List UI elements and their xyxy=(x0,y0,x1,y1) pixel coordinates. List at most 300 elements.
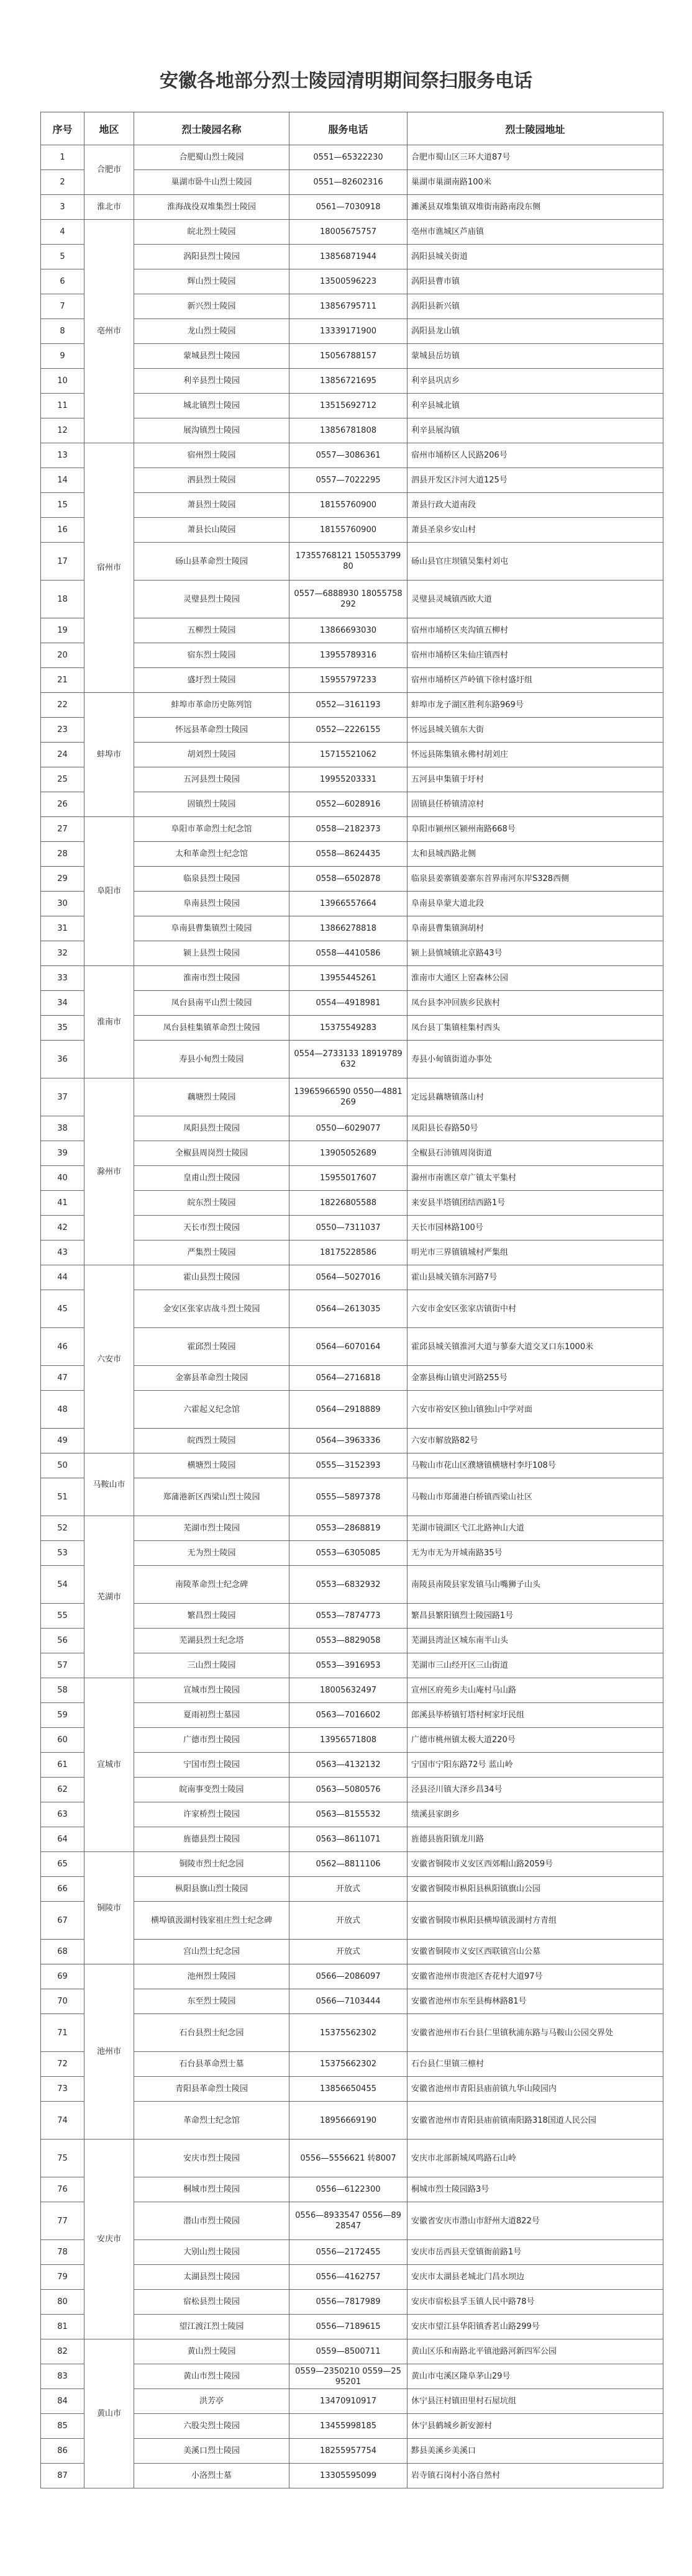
table-row xyxy=(41,718,663,743)
header-region: 地区 xyxy=(84,112,134,145)
table-row xyxy=(41,145,663,170)
row-address: 马鞍山市花山区濮塘镇横塘村李圩108号 xyxy=(407,1453,663,1478)
table-row xyxy=(41,2290,663,2315)
row-number: 73 xyxy=(41,2077,84,2102)
row-number: 50 xyxy=(41,1453,84,1478)
row-address: 桐城市烈士陵园路3号 xyxy=(407,2177,663,2202)
row-number: 41 xyxy=(41,1191,84,1216)
row-number: 19 xyxy=(41,618,84,643)
row-cemetery-name: 天长市烈士陵园 xyxy=(134,1216,289,1241)
row-cemetery-name: 青阳县革命烈士陵园 xyxy=(134,2077,289,2102)
table-row xyxy=(41,1290,663,1328)
row-number: 54 xyxy=(41,1566,84,1604)
row-cemetery-name: 无为烈士陵园 xyxy=(134,1541,289,1566)
row-phone: 15955017607 xyxy=(289,1166,407,1191)
row-address: 泾县泾川镇大泽乡昌34号 xyxy=(407,1778,663,1802)
row-cemetery-name: 皖东烈士陵园 xyxy=(134,1191,289,1216)
row-number: 9 xyxy=(41,344,84,369)
row-address: 凤阳县长春路50号 xyxy=(407,1116,663,1141)
row-address: 黄山区乐和南路北平镇池路河新四军公园 xyxy=(407,2339,663,2364)
row-cemetery-name: 严集烈士陵园 xyxy=(134,1241,289,1265)
row-number: 35 xyxy=(41,1016,84,1041)
row-cemetery-name: 阜阳市革命烈士纪念馆 xyxy=(134,817,289,842)
row-address: 巢湖市巢湖南路100米 xyxy=(407,170,663,195)
row-address: 蒙城县岳坊镇 xyxy=(407,344,663,369)
row-phone: 13500596223 xyxy=(289,269,407,294)
row-number: 4 xyxy=(41,220,84,245)
row-phone: 0563—8611071 xyxy=(289,1827,407,1852)
table-row xyxy=(41,2439,663,2464)
row-cemetery-name: 淮南市烈士陵园 xyxy=(134,966,289,991)
row-cemetery-name: 宫山烈士纪念园 xyxy=(134,1940,289,1964)
row-number: 63 xyxy=(41,1802,84,1827)
table-row xyxy=(41,2102,663,2140)
row-address: 六安市金安区张家店镇街中村 xyxy=(407,1290,663,1328)
row-address: 安徽省池州市石台县仁里镇秋浦东路与马鞍山公园交界处 xyxy=(407,2014,663,2052)
row-number: 12 xyxy=(41,418,84,443)
row-phone: 0557—7022295 xyxy=(289,468,407,493)
row-phone: 0564—5027016 xyxy=(289,1265,407,1290)
row-phone: 15715521062 xyxy=(289,743,407,767)
row-phone: 13856871944 xyxy=(289,245,407,269)
row-phone: 0556—7817989 xyxy=(289,2290,407,2315)
row-cemetery-name: 广德市烈士陵园 xyxy=(134,1728,289,1753)
row-cemetery-name: 美溪口烈士陵园 xyxy=(134,2439,289,2464)
row-cemetery-name: 枞阳县旗山烈士陵园 xyxy=(134,1877,289,1902)
table-row xyxy=(41,581,663,618)
row-phone: 0558—8624435 xyxy=(289,842,407,867)
row-cemetery-name: 展沟镇烈士陵园 xyxy=(134,418,289,443)
row-region: 安庆市 xyxy=(84,2140,134,2339)
row-phone: 13455998185 xyxy=(289,2414,407,2439)
table-row xyxy=(41,1166,663,1191)
row-address: 霍邱县城关镇淮河大道与蓼泰大道交叉口东1000米 xyxy=(407,1328,663,1366)
row-address: 全椒县石沛镇周岗街道 xyxy=(407,1141,663,1166)
row-address: 宿州市埇桥区芦岭镇下徐村盛圩组 xyxy=(407,668,663,693)
row-address: 芜湖市三山经开区三山街道 xyxy=(407,1653,663,1678)
row-number: 17 xyxy=(41,543,84,581)
row-address: 岩寺镇石岗村小洛自然村 xyxy=(407,2464,663,2488)
row-number: 56 xyxy=(41,1629,84,1653)
row-number: 67 xyxy=(41,1902,84,1940)
row-number: 1 xyxy=(41,145,84,170)
row-number: 85 xyxy=(41,2414,84,2439)
table-row xyxy=(41,1877,663,1902)
table-row xyxy=(41,643,663,668)
row-cemetery-name: 新兴烈士陵园 xyxy=(134,294,289,319)
row-phone: 0553—6832932 xyxy=(289,1566,407,1604)
table-row xyxy=(41,1078,663,1116)
row-region: 池州市 xyxy=(84,1964,134,2140)
row-cemetery-name: 怀远县革命烈士陵园 xyxy=(134,718,289,743)
row-cemetery-name: 利辛县烈士陵园 xyxy=(134,369,289,394)
row-phone: 0556—6122300 xyxy=(289,2177,407,2202)
row-phone: 0566—7103444 xyxy=(289,1989,407,2014)
row-number: 65 xyxy=(41,1852,84,1877)
row-number: 25 xyxy=(41,767,84,792)
table-row xyxy=(41,2339,663,2364)
table-row xyxy=(41,518,663,543)
row-address: 利辛县巩店乡 xyxy=(407,369,663,394)
row-cemetery-name: 霍邱烈士陵园 xyxy=(134,1328,289,1366)
row-address: 旌德县旌阳镇龙川路 xyxy=(407,1827,663,1852)
row-number: 60 xyxy=(41,1728,84,1753)
row-number: 71 xyxy=(41,2014,84,2052)
row-address: 安徽省池州市贵池区杏花村大道97号 xyxy=(407,1964,663,1989)
row-address: 灵璧县灵城镇西欧大道 xyxy=(407,581,663,618)
row-cemetery-name: 泗县烈士陵园 xyxy=(134,468,289,493)
row-phone: 13339171900 xyxy=(289,319,407,344)
row-address: 利辛县城北镇 xyxy=(407,394,663,418)
row-address: 安庆市望江县华阳镇香茗山路299号 xyxy=(407,2315,663,2339)
row-phone: 13966557664 xyxy=(289,892,407,916)
row-number: 46 xyxy=(41,1328,84,1366)
row-phone: 0554—2733133 18919789632 xyxy=(289,1041,407,1078)
row-phone: 0551—82602316 xyxy=(289,170,407,195)
table-row xyxy=(41,1116,663,1141)
table-body xyxy=(41,145,663,2488)
row-address: 定远县藕塘镇落山村 xyxy=(407,1078,663,1116)
row-cemetery-name: 皇甫山烈士陵园 xyxy=(134,1166,289,1191)
table-row xyxy=(41,369,663,394)
row-number: 23 xyxy=(41,718,84,743)
row-cemetery-name: 桐城市烈士陵园 xyxy=(134,2177,289,2202)
row-address: 阜阳市颍州区颍州南路668号 xyxy=(407,817,663,842)
row-cemetery-name: 南陵革命烈士纪念碑 xyxy=(134,1566,289,1604)
row-address: 安徽省铜陵市义安区西联镇宫山公墓 xyxy=(407,1940,663,1964)
row-number: 11 xyxy=(41,394,84,418)
row-phone: 18155760900 xyxy=(289,518,407,543)
row-address: 固镇县任桥镇清凉村 xyxy=(407,792,663,817)
row-cemetery-name: 黄山烈士陵园 xyxy=(134,2339,289,2364)
row-number: 20 xyxy=(41,643,84,668)
row-address: 宿州市埇桥区人民路206号 xyxy=(407,443,663,468)
table-row xyxy=(41,344,663,369)
row-cemetery-name: 五柳烈士陵园 xyxy=(134,618,289,643)
row-phone: 15375562302 xyxy=(289,2014,407,2052)
table-row xyxy=(41,668,663,693)
row-phone: 0562—8811106 xyxy=(289,1852,407,1877)
row-address: 凤台县李冲回族乡民族村 xyxy=(407,991,663,1016)
row-number: 87 xyxy=(41,2464,84,2488)
table-row xyxy=(41,1191,663,1216)
row-address: 明光市三界镇镇城村严集组 xyxy=(407,1241,663,1265)
table-row xyxy=(41,319,663,344)
row-phone: 13956571808 xyxy=(289,1728,407,1753)
row-number: 8 xyxy=(41,319,84,344)
table-row xyxy=(41,792,663,817)
row-number: 77 xyxy=(41,2202,84,2240)
row-region: 淮南市 xyxy=(84,966,134,1078)
table-row xyxy=(41,195,663,220)
row-cemetery-name: 阜南县曹集镇烈士陵园 xyxy=(134,916,289,941)
table-row xyxy=(41,394,663,418)
row-number: 80 xyxy=(41,2290,84,2315)
row-phone: 18956669190 xyxy=(289,2102,407,2140)
row-phone: 0556—5556621 转8007 xyxy=(289,2140,407,2177)
cemetery-table xyxy=(40,112,663,2488)
row-cemetery-name: 凤台县桂集镇革命烈士陵园 xyxy=(134,1016,289,1041)
row-address: 寿县小甸镇街道办事处 xyxy=(407,1041,663,1078)
row-cemetery-name: 太和革命烈士纪念馆 xyxy=(134,842,289,867)
row-address: 凤台县丁集镇桂集村西头 xyxy=(407,1016,663,1041)
row-cemetery-name: 洪芳亭 xyxy=(134,2389,289,2414)
table-row xyxy=(41,1678,663,1703)
row-cemetery-name: 金寨县革命烈士陵园 xyxy=(134,1366,289,1391)
row-cemetery-name: 小洛烈士墓 xyxy=(134,2464,289,2488)
row-cemetery-name: 六霍起义纪念馆 xyxy=(134,1391,289,1429)
row-region: 宣城市 xyxy=(84,1678,134,1852)
row-cemetery-name: 萧县烈士陵园 xyxy=(134,493,289,518)
table-row xyxy=(41,1902,663,1940)
row-address: 涡阳县龙山镇 xyxy=(407,319,663,344)
table-row xyxy=(41,1566,663,1604)
row-phone: 0557—3086361 xyxy=(289,443,407,468)
row-number: 57 xyxy=(41,1653,84,1678)
table-row xyxy=(41,2014,663,2052)
row-address: 太和县城西路北侧 xyxy=(407,842,663,867)
row-address: 休宁县鹤城乡新安源村 xyxy=(407,2414,663,2439)
table-row xyxy=(41,2240,663,2265)
header-phone: 服务电话 xyxy=(289,112,407,145)
row-number: 78 xyxy=(41,2240,84,2265)
table-row xyxy=(41,1541,663,1566)
row-address: 合肥市蜀山区三环大道87号 xyxy=(407,145,663,170)
row-number: 40 xyxy=(41,1166,84,1191)
row-number: 16 xyxy=(41,518,84,543)
row-address: 涡阳县新兴镇 xyxy=(407,294,663,319)
table-row xyxy=(41,1629,663,1653)
row-cemetery-name: 大别山烈士陵园 xyxy=(134,2240,289,2265)
row-address: 亳州市谯城区芦庙镇 xyxy=(407,220,663,245)
row-address: 安庆市岳西县天堂镇衙前路1号 xyxy=(407,2240,663,2265)
row-number: 74 xyxy=(41,2102,84,2140)
row-address: 宣州区府苑乡夫山庵村马山路 xyxy=(407,1678,663,1703)
row-address: 来安县半塔镇团结西路1号 xyxy=(407,1191,663,1216)
row-cemetery-name: 藕塘烈士陵园 xyxy=(134,1078,289,1116)
table-row xyxy=(41,1516,663,1541)
row-phone: 0556—8933547 0556—8928547 xyxy=(289,2202,407,2240)
row-address: 濉溪县双堆集镇双堆街南路南段东侧 xyxy=(407,195,663,220)
row-phone: 18005632497 xyxy=(289,1678,407,1703)
row-address: 石台县仁里镇三檩村 xyxy=(407,2052,663,2077)
table-row xyxy=(41,2052,663,2077)
row-phone: 0550—7311037 xyxy=(289,1216,407,1241)
row-cemetery-name: 辉山烈士陵园 xyxy=(134,269,289,294)
row-cemetery-name: 皖南事变烈士陵园 xyxy=(134,1778,289,1802)
row-cemetery-name: 金安区张家店战斗烈士陵园 xyxy=(134,1290,289,1328)
row-address: 无为市无为开城南路35号 xyxy=(407,1541,663,1566)
row-phone: 开放式 xyxy=(289,1902,407,1940)
row-region: 宿州市 xyxy=(84,443,134,693)
row-address: 颍上县慎城镇北京路43号 xyxy=(407,941,663,966)
row-number: 64 xyxy=(41,1827,84,1852)
row-number: 30 xyxy=(41,892,84,916)
row-cemetery-name: 潜山市烈士陵园 xyxy=(134,2202,289,2240)
row-cemetery-name: 淮海战役双堆集烈士陵园 xyxy=(134,195,289,220)
row-cemetery-name: 革命烈士纪念馆 xyxy=(134,2102,289,2140)
table-row xyxy=(41,1241,663,1265)
row-phone: 13965966590 0550—4881269 xyxy=(289,1078,407,1116)
row-number: 34 xyxy=(41,991,84,1016)
table-row xyxy=(41,767,663,792)
row-phone: 13866278818 xyxy=(289,916,407,941)
row-number: 83 xyxy=(41,2364,84,2389)
table-row xyxy=(41,1216,663,1241)
table-row xyxy=(41,2315,663,2339)
row-address: 阜南县阜蒙大道北段 xyxy=(407,892,663,916)
row-address: 安徽省池州市青阳县庙前镇九华山陵园内 xyxy=(407,2077,663,2102)
row-phone: 0552—3161193 xyxy=(289,693,407,718)
row-number: 51 xyxy=(41,1478,84,1516)
table-row xyxy=(41,693,663,718)
row-address: 安徽省铜陵市义安区西郊帽山路2059号 xyxy=(407,1852,663,1877)
row-number: 10 xyxy=(41,369,84,394)
row-phone: 13856795711 xyxy=(289,294,407,319)
row-number: 26 xyxy=(41,792,84,817)
row-number: 79 xyxy=(41,2265,84,2290)
table-row xyxy=(41,1478,663,1516)
row-phone: 0563—4132132 xyxy=(289,1753,407,1778)
row-phone: 0552—6028916 xyxy=(289,792,407,817)
row-region: 合肥市 xyxy=(84,145,134,195)
row-phone: 0564—2918889 xyxy=(289,1391,407,1429)
row-cemetery-name: 旌德县烈士陵园 xyxy=(134,1827,289,1852)
table-row xyxy=(41,1728,663,1753)
row-number: 7 xyxy=(41,294,84,319)
table-row xyxy=(41,294,663,319)
table-row xyxy=(41,991,663,1016)
row-phone: 开放式 xyxy=(289,1940,407,1964)
row-address: 安庆市宿松县孚玉镇人民中路78号 xyxy=(407,2290,663,2315)
row-phone: 0553—8829058 xyxy=(289,1629,407,1653)
row-phone: 13856650455 xyxy=(289,2077,407,2102)
row-number: 75 xyxy=(41,2140,84,2177)
row-address: 金寨县梅山镇史河路255号 xyxy=(407,1366,663,1391)
row-address: 利辛县展沟镇 xyxy=(407,418,663,443)
row-address: 广德市桃州镇太极大道220号 xyxy=(407,1728,663,1753)
row-number: 45 xyxy=(41,1290,84,1328)
row-phone: 15375549283 xyxy=(289,1016,407,1041)
header-address: 烈士陵园地址 xyxy=(407,112,663,145)
row-phone: 13856781808 xyxy=(289,418,407,443)
row-phone: 13470910917 xyxy=(289,2389,407,2414)
table-row xyxy=(41,245,663,269)
row-number: 24 xyxy=(41,743,84,767)
row-address: 安徽省铜陵市枞阳县横埠镇汲湖村方青组 xyxy=(407,1902,663,1940)
table-row xyxy=(41,2265,663,2290)
row-number: 82 xyxy=(41,2339,84,2364)
row-address: 六安市裕安区独山镇独山中学对面 xyxy=(407,1391,663,1429)
row-number: 86 xyxy=(41,2439,84,2464)
table-row xyxy=(41,1989,663,2014)
row-address: 郎溪县毕桥镇钉塔村柯家圩民组 xyxy=(407,1703,663,1728)
row-cemetery-name: 铜陵市烈士纪念园 xyxy=(134,1852,289,1877)
row-number: 36 xyxy=(41,1041,84,1078)
row-cemetery-name: 宣城市烈士陵园 xyxy=(134,1678,289,1703)
row-cemetery-name: 盛圩烈士陵园 xyxy=(134,668,289,693)
row-cemetery-name: 萧县长山陵园 xyxy=(134,518,289,543)
row-cemetery-name: 三山烈士陵园 xyxy=(134,1653,289,1678)
table-row xyxy=(41,2389,663,2414)
table-row xyxy=(41,1753,663,1778)
row-cemetery-name: 灵璧县烈士陵园 xyxy=(134,581,289,618)
row-phone: 13856721695 xyxy=(289,369,407,394)
row-phone: 0564—2716818 xyxy=(289,1366,407,1391)
row-phone: 0553—3916953 xyxy=(289,1653,407,1678)
row-phone: 0564—3963336 xyxy=(289,1429,407,1453)
row-number: 62 xyxy=(41,1778,84,1802)
table-row xyxy=(41,941,663,966)
row-cemetery-name: 芜湖市烈士陵园 xyxy=(134,1516,289,1541)
row-number: 68 xyxy=(41,1940,84,1964)
row-region: 黄山市 xyxy=(84,2339,134,2488)
table-row xyxy=(41,2202,663,2240)
row-number: 81 xyxy=(41,2315,84,2339)
table-row xyxy=(41,2364,663,2389)
row-phone: 0561—7030918 xyxy=(289,195,407,220)
row-address: 五河县申集镇于圩村 xyxy=(407,767,663,792)
row-cemetery-name: 东至烈士陵园 xyxy=(134,1989,289,2014)
table-row xyxy=(41,1703,663,1728)
row-address: 滁州市南谯区章广镇太平集村 xyxy=(407,1166,663,1191)
row-number: 69 xyxy=(41,1964,84,1989)
row-cemetery-name: 夏雨初烈士墓园 xyxy=(134,1703,289,1728)
row-address: 萧县圣泉乡安山村 xyxy=(407,518,663,543)
row-cemetery-name: 五河县烈士陵园 xyxy=(134,767,289,792)
row-region: 亳州市 xyxy=(84,220,134,443)
row-number: 44 xyxy=(41,1265,84,1290)
row-region: 淮北市 xyxy=(84,195,134,220)
row-address: 砀山县官庄坝镇吴集村刘屯 xyxy=(407,543,663,581)
table-row xyxy=(41,1964,663,1989)
row-number: 52 xyxy=(41,1516,84,1541)
table-row xyxy=(41,842,663,867)
row-number: 5 xyxy=(41,245,84,269)
table-row xyxy=(41,1653,663,1678)
row-cemetery-name: 寿县小甸烈士陵园 xyxy=(134,1041,289,1078)
row-cemetery-name: 宁国市烈士陵园 xyxy=(134,1753,289,1778)
row-phone: 0563—8155532 xyxy=(289,1802,407,1827)
row-cemetery-name: 阜南县烈士陵园 xyxy=(134,892,289,916)
row-phone: 18005675757 xyxy=(289,220,407,245)
row-cemetery-name: 巢湖市卧牛山烈士陵园 xyxy=(134,170,289,195)
row-cemetery-name: 全椒县周岗烈士陵园 xyxy=(134,1141,289,1166)
table-row xyxy=(41,1827,663,1852)
row-cemetery-name: 皖西烈士陵园 xyxy=(134,1429,289,1453)
row-address: 安徽省池州市青阳县庙前镇南阳路318国道人民公园 xyxy=(407,2102,663,2140)
row-address: 泗县开发区汴河大道125号 xyxy=(407,468,663,493)
row-number: 53 xyxy=(41,1541,84,1566)
row-cemetery-name: 城北镇烈士陵园 xyxy=(134,394,289,418)
row-address: 涡阳县曹市镇 xyxy=(407,269,663,294)
row-number: 6 xyxy=(41,269,84,294)
table-row xyxy=(41,543,663,581)
row-cemetery-name: 龙山烈士陵园 xyxy=(134,319,289,344)
row-address: 怀远县城关镇东大街 xyxy=(407,718,663,743)
table-row xyxy=(41,892,663,916)
table-row xyxy=(41,1604,663,1629)
row-address: 安徽省铜陵市枞阳县枞阳镇旗山公园 xyxy=(407,1877,663,1902)
table-row xyxy=(41,1366,663,1391)
table-row xyxy=(41,743,663,767)
row-phone: 13905052689 xyxy=(289,1141,407,1166)
row-region: 铜陵市 xyxy=(84,1852,134,1964)
row-region: 芜湖市 xyxy=(84,1516,134,1678)
row-number: 31 xyxy=(41,916,84,941)
row-address: 宿州市埇桥区夹沟镇五柳村 xyxy=(407,618,663,643)
row-number: 72 xyxy=(41,2052,84,2077)
